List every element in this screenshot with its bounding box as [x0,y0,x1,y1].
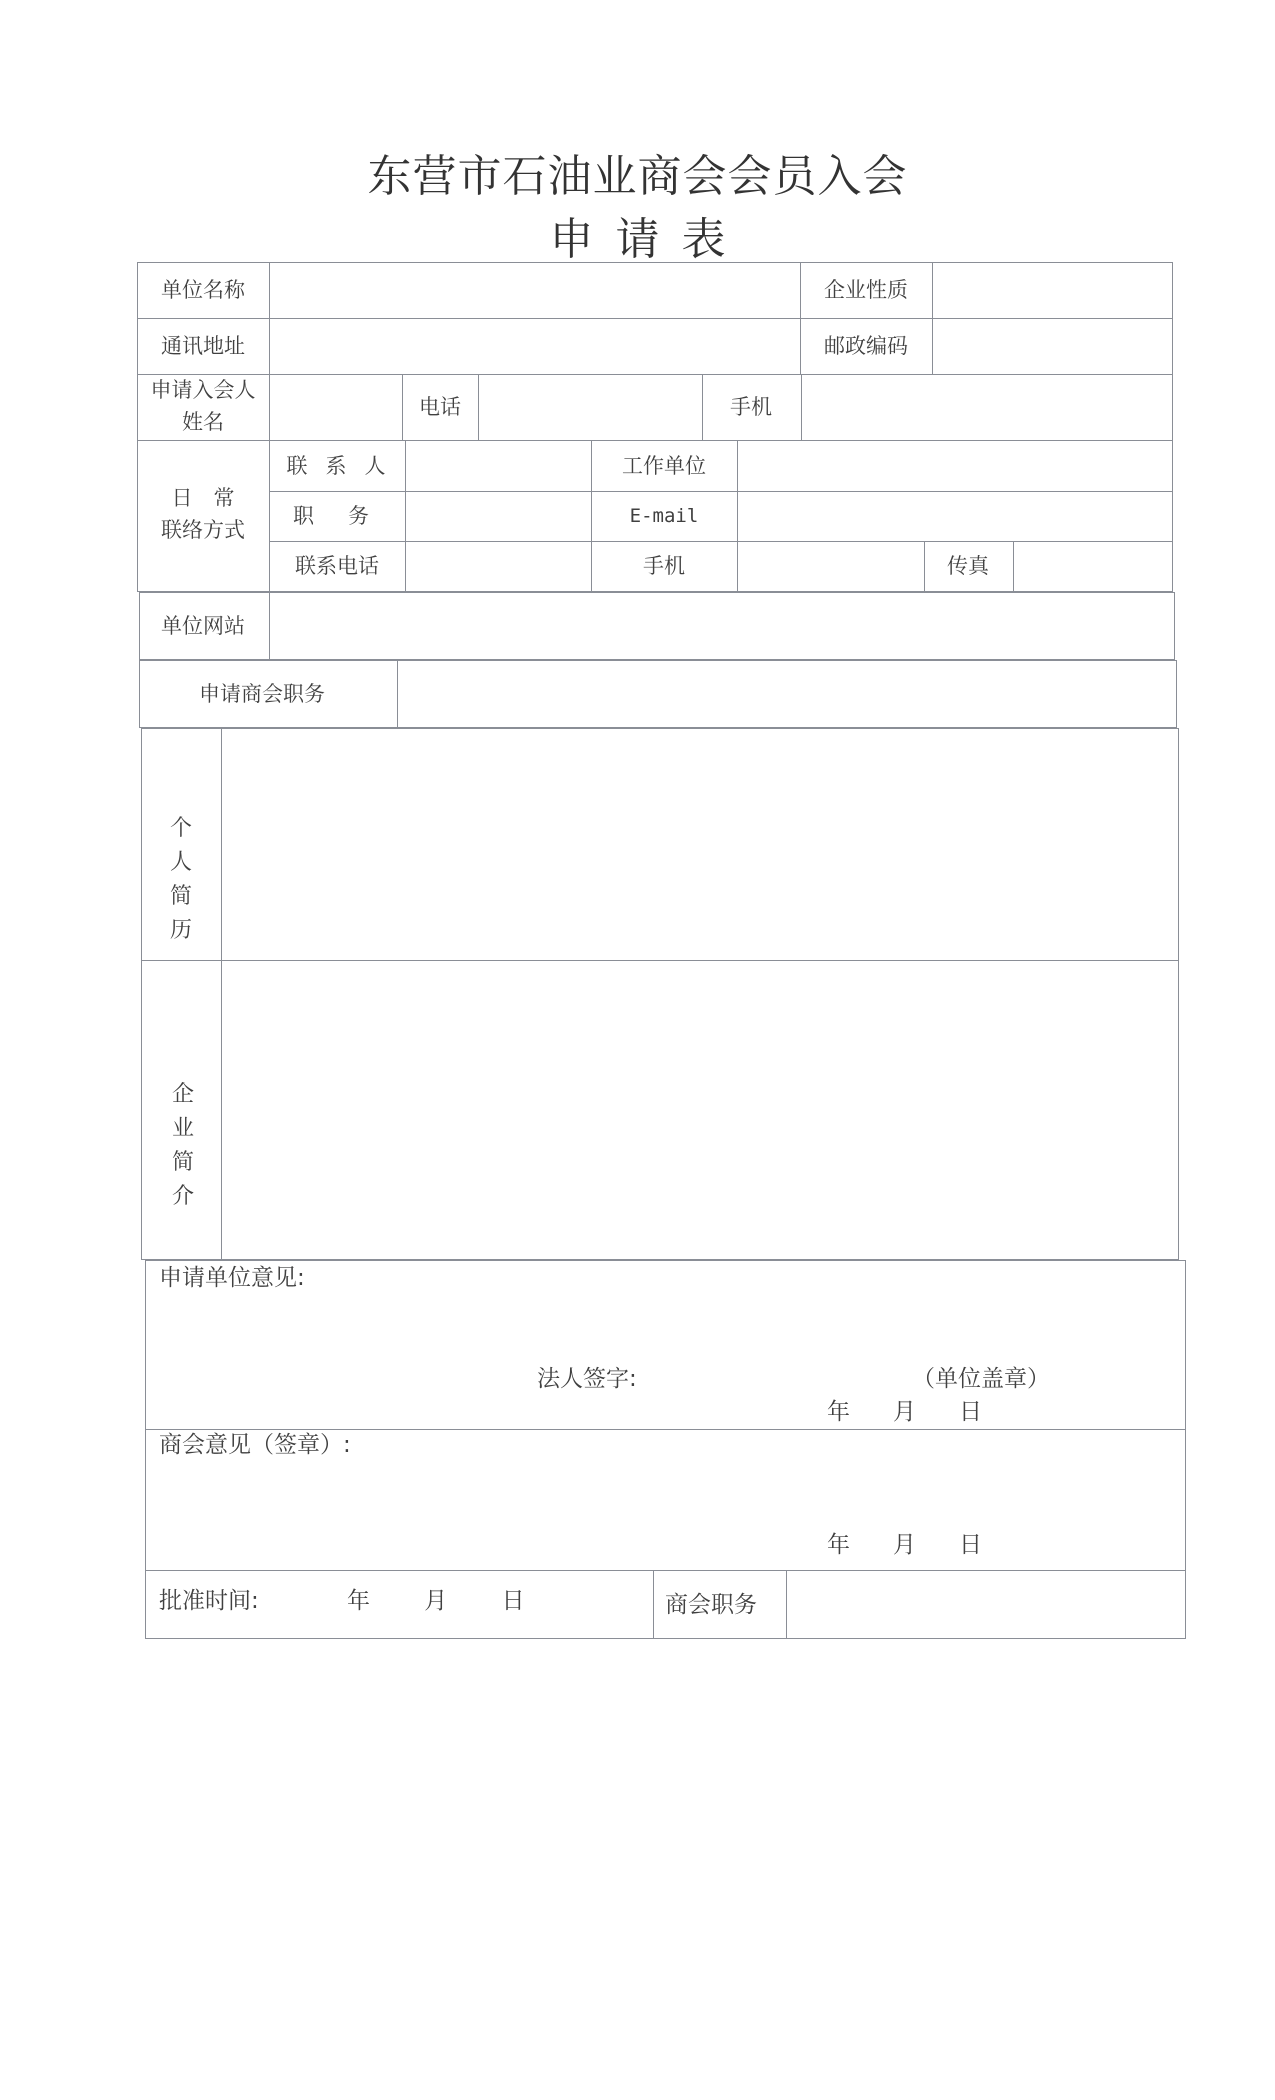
label-enterprise-nature: 企业性质 [824,278,908,302]
label-unit-name: 单位名称 [161,278,245,302]
upper-table [137,262,1173,592]
label-postal-code: 邮政编码 [824,334,908,358]
label-position: 职务 [293,504,403,528]
label-applicant-name-line1: 申请入会人 [150,378,256,402]
label-daily-contact-line2: 联络方式 [161,518,245,542]
form-title: 东营市石油业商会会员入会 [367,151,908,202]
form-subtitle: 申请表 [549,214,748,265]
label-resume: 个人简历 [169,816,192,943]
label-website: 单位网站 [161,614,245,638]
label-legal-signature: 法人签字: [537,1366,637,1392]
label-applicant-name-line2: 姓名 [182,410,224,434]
label-contact-mobile: 手机 [643,554,685,578]
label-fax: 传真 [947,554,989,578]
website-row [139,592,1175,660]
label-chamber-post: 商会职务 [665,1592,757,1618]
unit-opinion-date: 年 月 日 [827,1399,992,1425]
label-mobile: 手机 [730,395,772,419]
chamber-opinion-date: 年 月 日 [827,1532,992,1558]
approval-date: 年 月 日 [347,1588,533,1614]
label-company-profile: 企业简介 [171,1082,194,1209]
label-phone: 电话 [419,395,461,419]
label-unit-seal: （单位盖章） [912,1366,1050,1392]
label-address: 通讯地址 [161,334,245,358]
label-approval-time: 批准时间: [159,1588,259,1614]
label-work-unit: 工作单位 [622,454,706,478]
label-requested-post: 申请商会职务 [199,682,325,706]
resume-profile-block [141,728,1179,1260]
label-unit-opinion: 申请单位意见: [159,1265,305,1291]
label-daily-contact-line1: 日 常 [171,486,235,510]
label-chamber-opinion: 商会意见（签章）: [159,1432,351,1458]
label-contact-phone: 联系电话 [295,554,379,578]
label-contact-person: 联系人 [286,454,404,478]
label-email: E-mail [629,505,699,527]
